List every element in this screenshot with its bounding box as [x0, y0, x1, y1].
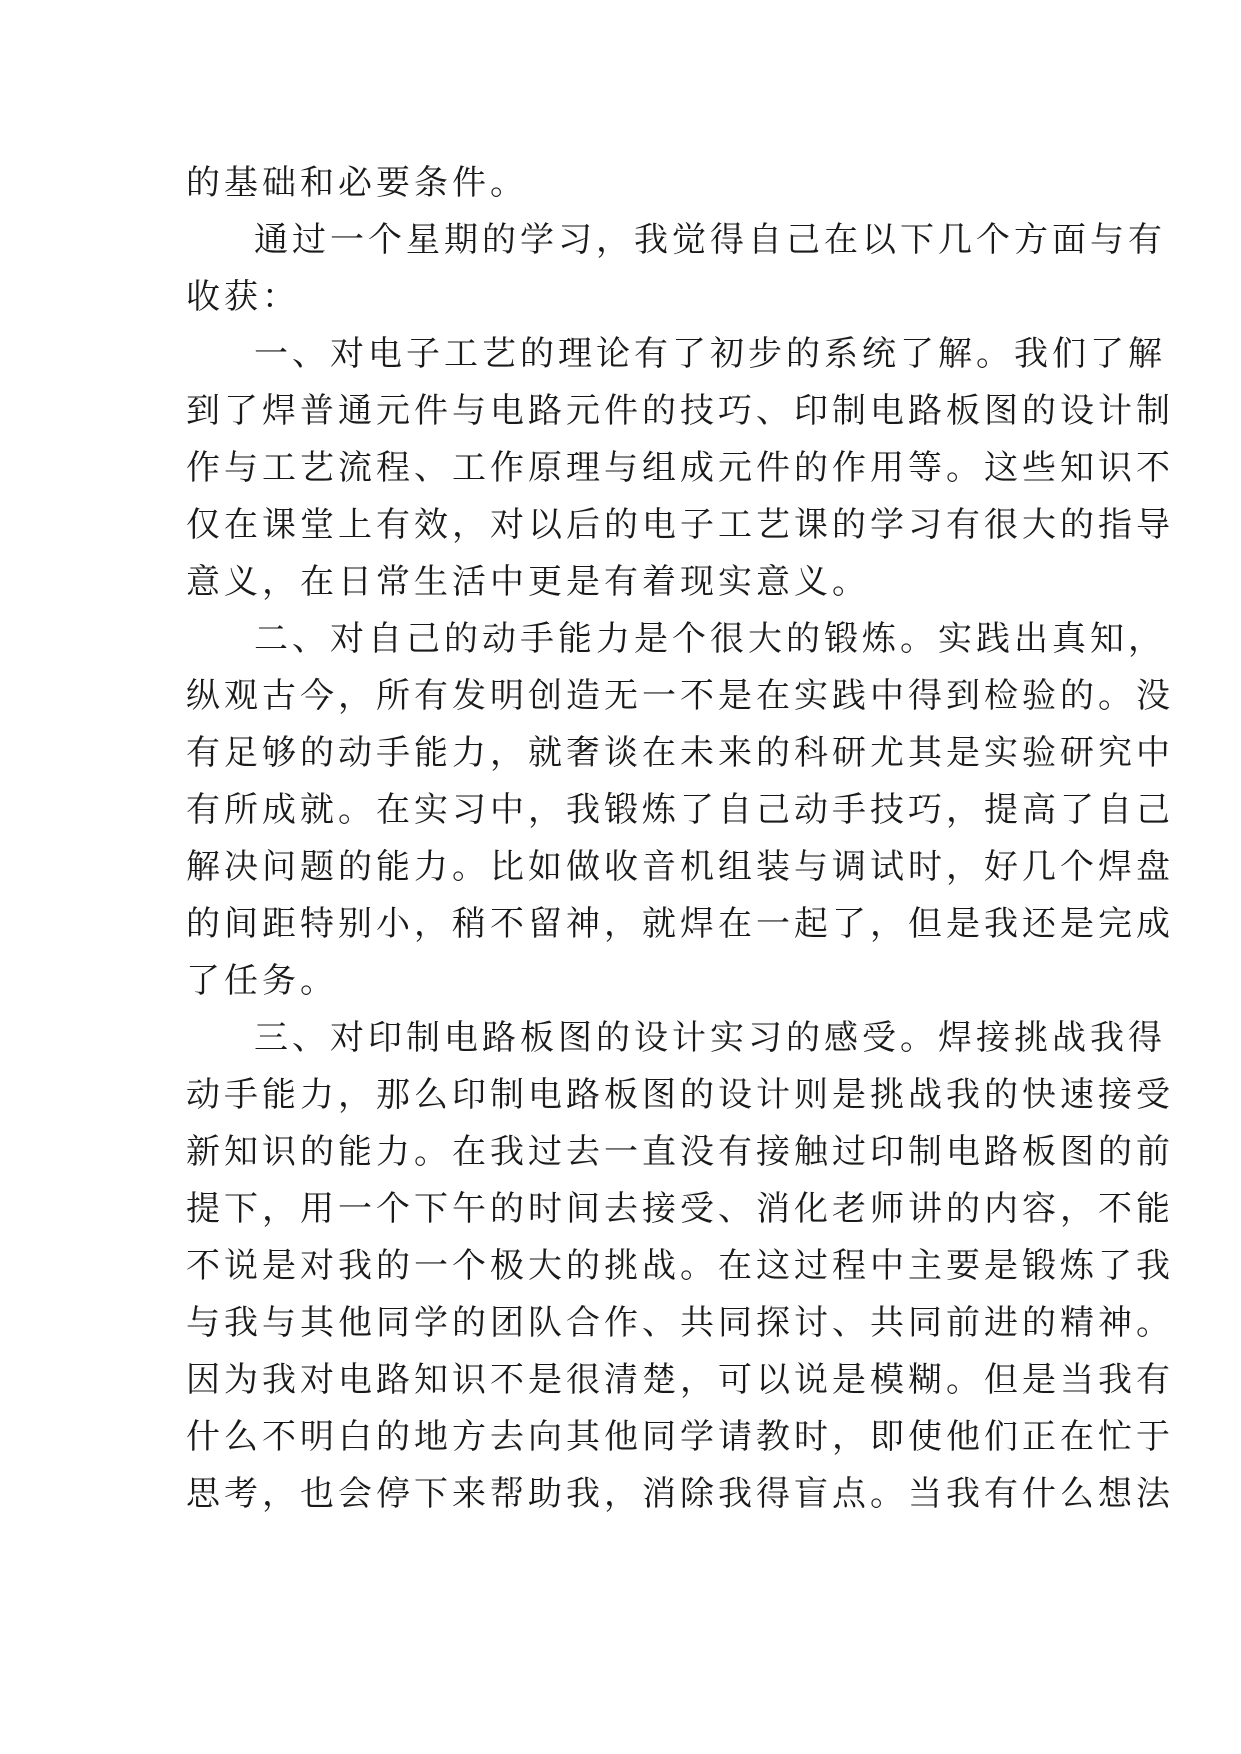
text-line-11: 有足够的动手能力，就奢谈在未来的科研尤其是实验研究中 [186, 733, 1174, 773]
text-line-23: 什么不明白的地方去向其他同学请教时，即使他们正在忙于 [186, 1417, 1174, 1457]
text-line-3: 收获： [186, 277, 300, 317]
text-line-5: 到了焊普通元件与电路元件的技巧、印制电路板图的设计制 [186, 391, 1174, 431]
text-line-8: 意义，在日常生活中更是有着现实意义。 [186, 562, 870, 602]
text-line-12: 有所成就。在实习中，我锻炼了自己动手技巧，提高了自己 [186, 790, 1174, 830]
text-line-6: 作与工艺流程、工作原理与组成元件的作用等。这些知识不 [186, 448, 1174, 488]
text-line-17: 动手能力，那么印制电路板图的设计则是挑战我的快速接受 [186, 1075, 1174, 1115]
text-line-1: 的基础和必要条件。 [186, 163, 528, 203]
text-line-7: 仅在课堂上有效，对以后的电子工艺课的学习有很大的指导 [186, 505, 1174, 545]
body-text [186, 155, 1174, 1523]
text-line-21: 与我与其他同学的团队合作、共同探讨、共同前进的精神。 [186, 1303, 1174, 1343]
text-line-13: 解决问题的能力。比如做收音机组装与调试时，好几个焊盘 [186, 847, 1174, 887]
text-line-20: 不说是对我的一个极大的挑战。在这过程中主要是锻炼了我 [186, 1246, 1174, 1286]
text-line-2: 通过一个星期的学习，我觉得自己在以下几个方面与有 [254, 220, 1166, 260]
text-line-14: 的间距特别小，稍不留神，就焊在一起了，但是我还是完成 [186, 904, 1174, 944]
text-line-19: 提下，用一个下午的时间去接受、消化老师讲的内容，不能 [186, 1189, 1174, 1229]
text-line-10: 纵观古今，所有发明创造无一不是在实践中得到检验的。没 [186, 676, 1174, 716]
text-line-9: 二、对自己的动手能力是个很大的锻炼。实践出真知， [254, 619, 1166, 659]
text-line-4: 一、对电子工艺的理论有了初步的系统了解。我们了解 [254, 334, 1166, 374]
text-line-18: 新知识的能力。在我过去一直没有接触过印制电路板图的前 [186, 1132, 1174, 1172]
text-line-16: 三、对印制电路板图的设计实习的感受。焊接挑战我得 [254, 1018, 1166, 1058]
text-line-22: 因为我对电路知识不是很清楚，可以说是模糊。但是当我有 [186, 1360, 1174, 1400]
text-line-15: 了任务。 [186, 961, 338, 1001]
text-line-24: 思考，也会停下来帮助我，消除我得盲点。当我有什么想法 [186, 1474, 1174, 1514]
